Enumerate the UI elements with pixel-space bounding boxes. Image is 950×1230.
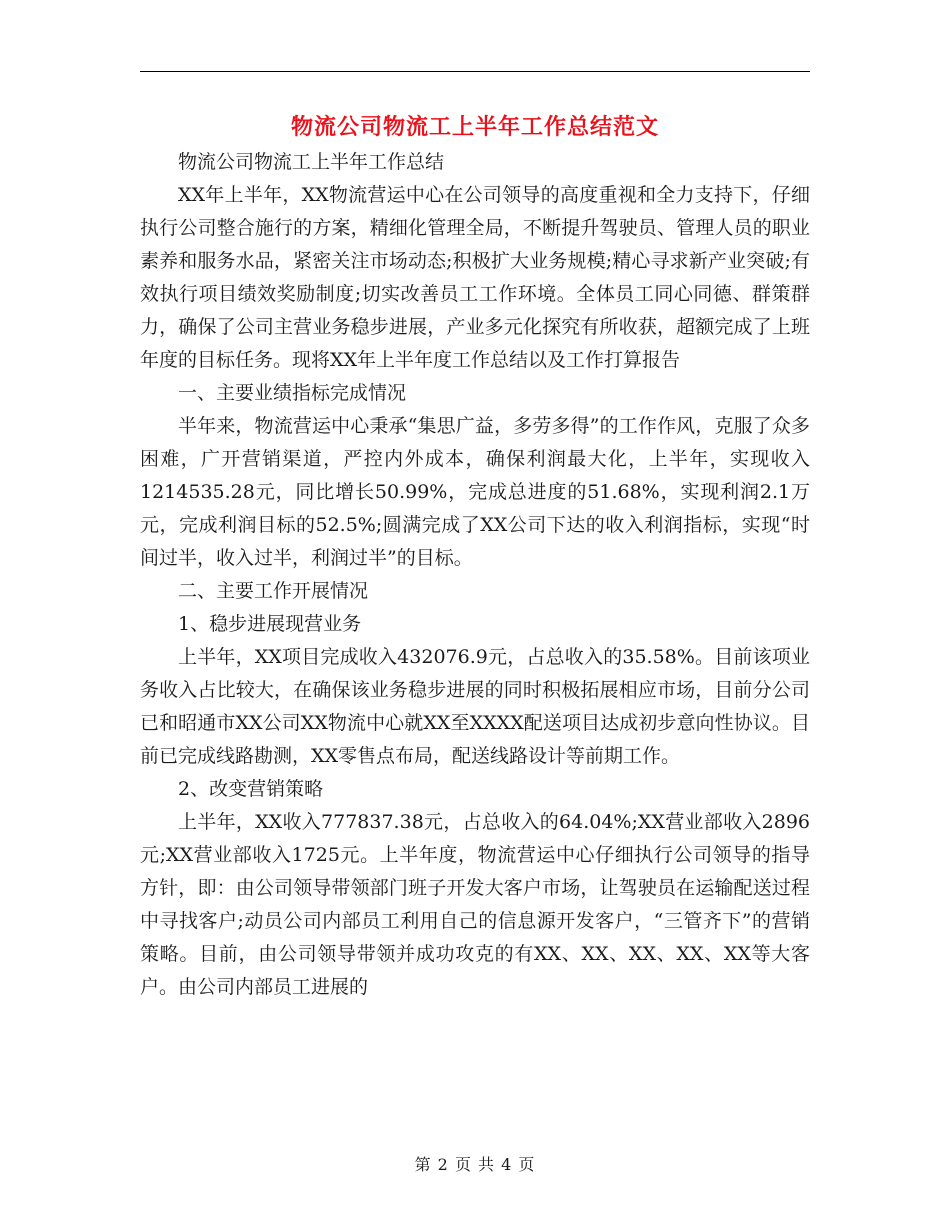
paragraph-intro: XX年上半年，XX物流营运中心在公司领导的高度重视和全力支持下，仔细执行公司整合施行的方案，精细化管理全局，不断提升驾驶员、管理人员的职业素养和服务水品，紧密关注市场动态;积极扩大业务规模;精心寻求新产业突破;有效执行项目绩效奖励制度;切实改善员工工作环境。全体员工同心同德、群策群力，确保了公司主营业务稳步进展，产业多元化探究有所收获，超额完成了上班年度的目标任务。现将XX年上半年度工作总结以及工作打算报告 [140,184,810,371]
paragraph-marketing: 上半年，XX收入777837.38元，占总收入的64.04%;XX营业部收入2896元;XX营业部收入1725元。上半年度，物流营运中心仔细执行公司领导的指导方针，即：由公司领导带领部门班子开发大客户市场，让驾驶员在运输配送过程中寻找客户;动员公司内部员工利用自己的信息源开发客户，“三管齐下”的营销策略。目前，由公司领导带领并成功攻克的有XX、XX、XX、XX、XX等大客户。由公司内部员工进展的 [140,811,810,998]
page-number: 第 2 页 共 4 页 [414,1155,536,1174]
subheading-2: 2、改变营销策略 [178,778,324,800]
paragraph-business: 上半年，XX项目完成收入432076.9元，占总收入的35.58%。目前该项业务收入占比较大，在确保该业务稳步进展的同时积极拓展相应市场，目前分公司已和昭通市XX公司XX物流中心就XX至XXXX配送项目达成初步意向性协议。目前已完成线路勘测，XX零售点布局，配送线路设计等前期工作。 [140,646,810,767]
section-heading-1: 一、主要业绩指标完成情况 [178,382,407,404]
paragraph-performance: 半年来，物流营运中心秉承“集思广益，多劳多得”的工作作风，克服了众多困难，广开营销渠道，严控内外成本，确保利润最大化，上半年，实现收入1214535.28元，同比增长50.99%，完成总进度的51.68%，实现利润2.1万元，完成利润目标的52.5%;圆满完成了XX公司下达的收入利润指标，实现“时间过半，收入过半，利润过半”的目标。 [140,415,810,569]
subheading-1: 1、稳步进展现营业务 [178,613,362,635]
document-title: 物流公司物流工上半年工作总结范文 [290,114,659,140]
section-heading-2: 二、主要工作开展情况 [178,580,369,602]
paragraph-subtitle: 物流公司物流工上半年工作总结 [178,151,445,173]
header-rule [140,71,810,72]
document-body [140,146,810,1004]
